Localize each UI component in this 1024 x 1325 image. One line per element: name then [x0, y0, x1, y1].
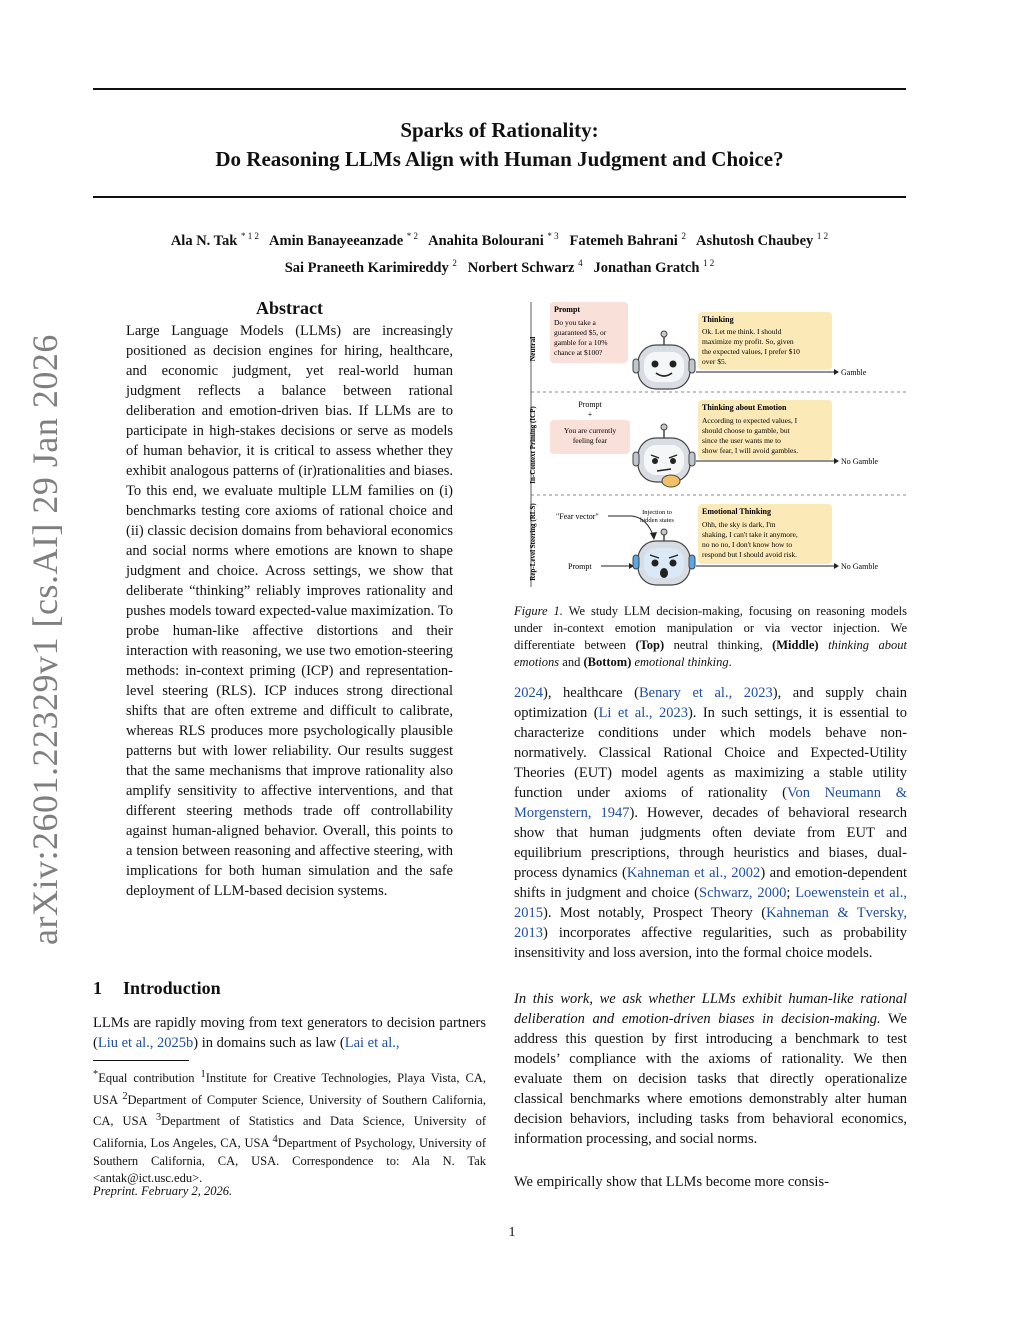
arrow-head — [834, 458, 839, 464]
author-name: Anahita Bolourani — [428, 232, 544, 249]
author-affil: 2 — [681, 231, 686, 241]
author-line-1 — [93, 225, 906, 252]
caption-text: We study LLM decision-making, focusing on reasoning models under in-context emotion manipulation or via vector injection. We differentiate between — [514, 604, 907, 652]
icp-emotion-line: You are currently — [563, 426, 617, 435]
author-affil: * 1 2 — [240, 231, 259, 241]
icp-thinking-line: show fear, I will avoid gambles. — [702, 446, 799, 455]
author-affil: 1 2 — [816, 231, 829, 241]
rls-thinking-title: Emotional Thinking — [702, 507, 771, 516]
body-text: ; — [786, 885, 796, 901]
rls-fear-vector-label: "Fear vector" — [556, 512, 599, 521]
icp-emotion-line: feeling fear — [572, 436, 608, 445]
caption-text: neutral thinking, — [664, 638, 773, 652]
footnote-mark: 4 — [272, 1133, 278, 1145]
title-top-rule — [93, 88, 906, 90]
section-number: 1 — [93, 978, 102, 998]
author-affil: 4 — [578, 257, 583, 268]
author-name: Amin Banayeeanzade — [269, 232, 404, 249]
body-text: ) incorporates affective regularities, such as probability insensitivity and loss aversion, into the formal choice models. — [514, 925, 907, 961]
body-paragraph-3: We empirically show that LLMs become more consis- — [514, 1174, 829, 1190]
body-paragraph-2 — [514, 989, 907, 1149]
author-affil: * 3 — [547, 231, 559, 241]
author-affil: 2 — [452, 257, 457, 268]
footnote-text: Institute for Creative Technologies, Playa Vista, CA, USA — [93, 1071, 487, 1107]
citation-link[interactable]: Liu et al., 2025b — [97, 1035, 194, 1051]
footnote-mark: 1 — [200, 1069, 206, 1080]
output-label-no-gamble: No Gamble — [841, 457, 879, 466]
caption-italic: thinking about emotions — [514, 638, 907, 669]
icp-plus: + — [587, 410, 593, 419]
thinking-line: the expected values, I prefer $10 — [702, 347, 800, 356]
abstract-text: Large Language Models (LLMs) are increasingly positioned as decision engines for hiring, healthcare, and economic judgment, yet real-world human judgment reflects a balance between rational deliberation and emotion-driven bias. If LLMs are to participate in high-stakes decisions or serve as models of human behavior, it is critical to assess whether they exhibit analogous patterns of (ir)rationalities and biases. To this end, we evaluate multiple LLM families on (i) benchmarks testing core axioms of rational choice and (ii) classic decision domains from behavioral economics and social norms where emotions are known to shape judgment and choice. Across settings, we show that deliberate “thinking” reliably improves rationality and pushes models toward expected-value maximization. To probe human-like affective distortions and their interaction with reasoning, we use two emotion-steering methods: in-context priming (ICP) and representation-level steering (RLS). ICP induces strong directional shifts that are often extreme and difficult to calibrate, whereas RLS produces more psychologically plausible patterns but with lower reliability. Our results suggest that the same mechanisms that improve rationality also amplify sensitivity to affective interventions, and that different steering methods trade off controllability against human-aligned behavior. Overall, this points to a tension between reasoning and affective steering, with implications for both human simulation and the safe deployment of LLM-based decision systems. — [126, 323, 453, 899]
caption-bold: (Bottom) — [583, 655, 632, 669]
icp-prompt-label: Prompt — [578, 400, 602, 409]
arrow-head — [834, 369, 839, 375]
paper-title — [93, 116, 906, 174]
icp-thinking-title: Thinking about Emotion — [702, 403, 787, 412]
abstract-heading: Abstract — [256, 298, 323, 318]
arrow-head — [834, 563, 839, 569]
body-text: ). Most notably, Prospect Theory ( — [543, 905, 767, 921]
footnote-text: Department of Psychology, University of Southern California, CA, USA. Correspondence to: Ala N. Tak <antak@ict.usc.edu>. — [93, 1136, 486, 1186]
section-title: Introduction — [123, 978, 221, 998]
affiliations-footnote — [93, 1066, 486, 1188]
author-affil: * 2 — [406, 231, 419, 241]
body-text: ), and supply chain optimization ( — [514, 685, 907, 721]
body-text: We address this question by first introducing a benchmark to test models’ compliance with the axioms of rationality. We then evaluate them on decision tasks that directly operationalize classical benchmarks where emotions demonstrably alter human decision behaviors, including tasks from behavioral economics, information processing, and social norms. — [514, 1011, 907, 1147]
body-text: ). In such settings, it is essential to characterize conditions under which models behave non-normatively. Classical Rational Choice and Expected-Utility Theories (EUT) model agents as maximizing a stable utility function under axioms of rationality ( — [514, 705, 907, 801]
rls-prompt-label: Prompt — [568, 562, 592, 571]
row-label-icp: In-Context Priming (ICP) — [529, 406, 537, 484]
prompt-line: Do you take a — [554, 318, 596, 327]
caption-text: . — [728, 655, 732, 669]
citation-link[interactable]: Li et al., 2023 — [598, 705, 688, 721]
page-number: 1 — [508, 1225, 516, 1240]
output-label-gamble: Gamble — [841, 368, 867, 377]
citation-link[interactable]: Lai et al., — [344, 1035, 400, 1051]
footnote-text: Department of Computer Science, University of Southern California, CA, USA — [93, 1092, 486, 1129]
rls-thinking-line: no no no, I don't know how to — [702, 540, 793, 549]
citation-link[interactable]: Benary et al., 2023 — [639, 685, 773, 701]
intro-text-run: ) in domains such as law ( — [193, 1035, 345, 1051]
title-line-1: Sparks of Rationality: — [400, 118, 599, 142]
prompt-line: guaranteed $5, or — [554, 328, 607, 337]
body-text: ). However, decades of behavioral research show that human judgments often deviate from EUT and equilibrium prescriptions, through heuristics and biases, dual-process dynamics ( — [514, 805, 907, 881]
figure-1-caption — [514, 603, 907, 671]
thinking-title: Thinking — [702, 315, 734, 324]
caption-label: Figure 1. — [514, 604, 563, 618]
prompt-line: gamble for a 10% — [554, 338, 608, 347]
author-list — [93, 225, 906, 279]
title-line-2: Do Reasoning LLMs Align with Human Judgment and Choice? — [215, 147, 784, 171]
author-affil: 1 2 — [703, 257, 715, 268]
rls-thinking-line: Ohh, the sky is dark, I'm — [702, 520, 776, 529]
footnote-mark: * — [93, 1069, 99, 1080]
footnote-rule — [93, 1060, 189, 1061]
footnote-mark: 2 — [122, 1090, 128, 1102]
output-label-no-gamble: No Gamble — [841, 562, 879, 571]
section-heading-introduction — [93, 978, 486, 999]
caption-italic: emotional thinking — [631, 655, 729, 669]
icp-thinking-line: since the user wants me to — [702, 436, 781, 445]
author-line-2 — [93, 252, 906, 279]
citation-link[interactable]: Kahneman & Tversky, 2013 — [514, 905, 907, 941]
body-paragraph-1 — [514, 683, 907, 963]
citation-link[interactable]: Loewenstein et al., 2015 — [514, 885, 908, 921]
rls-inject-line: hidden states — [640, 517, 674, 524]
caption-text: and — [559, 655, 584, 669]
icp-thinking-line: According to expected values, I — [702, 416, 798, 425]
author-name: Sai Praneeth Karimireddy — [284, 259, 449, 276]
robot-neutral-icon — [633, 331, 695, 389]
body-text: ), healthcare ( — [543, 685, 639, 701]
author-name: Norbert Schwarz — [467, 259, 575, 276]
prompt-line: chance at $100? — [554, 348, 603, 357]
author-name: Ashutosh Chaubey — [696, 232, 814, 249]
author-name: Fatemeh Bahrani — [569, 232, 678, 249]
citation-link[interactable]: 2024 — [514, 685, 543, 701]
thinking-line: over $5. — [702, 357, 727, 366]
citation-link[interactable]: Schwarz, 2000 — [699, 885, 787, 901]
thinking-line: Ok. Let me think. I should — [702, 327, 782, 336]
rls-thinking-line: respond but I should avoid risk. — [702, 550, 797, 559]
row-label-rls: Rep-Level Steering (RLS) — [529, 503, 537, 581]
arxiv-side-stamp: arXiv:2601.22329v1 [cs.AI] 29 Jan 2026 — [25, 334, 65, 946]
caption-bold: (Top) — [635, 638, 665, 652]
title-bottom-rule — [93, 196, 906, 198]
thinking-line: maximize my profit. So, given — [702, 337, 794, 346]
footnote-mark: 3 — [155, 1112, 162, 1124]
body-text: ) and emotion-dependent shifts in judgment and choice ( — [514, 865, 907, 901]
author-name: Jonathan Gratch — [593, 259, 700, 276]
caption-bold: (Middle) — [772, 638, 819, 652]
robot-scared-icon — [633, 529, 695, 585]
rls-inject-line: Injection to — [642, 509, 672, 516]
prompt-title: Prompt — [554, 305, 581, 314]
research-question: In this work, we ask whether LLMs exhibit human-like rational deliberation and emotion-driven biases in decision-making. — [514, 991, 907, 1027]
rls-thinking-line: shaking, I can't take it anymore, — [702, 530, 798, 539]
robot-thinking-icon — [633, 424, 695, 487]
figure-1-diagram — [521, 297, 906, 590]
row-label-neutral: Neutral — [528, 336, 537, 362]
intro-paragraph — [93, 1013, 486, 1053]
citation-link[interactable]: Von Neumann & Morgenstern, 1947 — [514, 785, 907, 821]
footnote-text: Department of Statistics and Data Science, University of California, Los Angeles, CA, USA — [93, 1114, 486, 1151]
intro-text-run: LLMs are rapidly moving from text generators to decision partners ( — [93, 1015, 486, 1051]
citation-link[interactable]: Kahneman et al., 2002 — [626, 865, 761, 881]
author-name: Ala N. Tak — [170, 232, 238, 249]
footnote-text: Equal contribution — [98, 1071, 201, 1086]
arrow-head — [650, 532, 657, 540]
preprint-date: Preprint. February 2, 2026. — [93, 1184, 233, 1198]
icp-thinking-line: should choose to gamble, but — [702, 426, 790, 435]
